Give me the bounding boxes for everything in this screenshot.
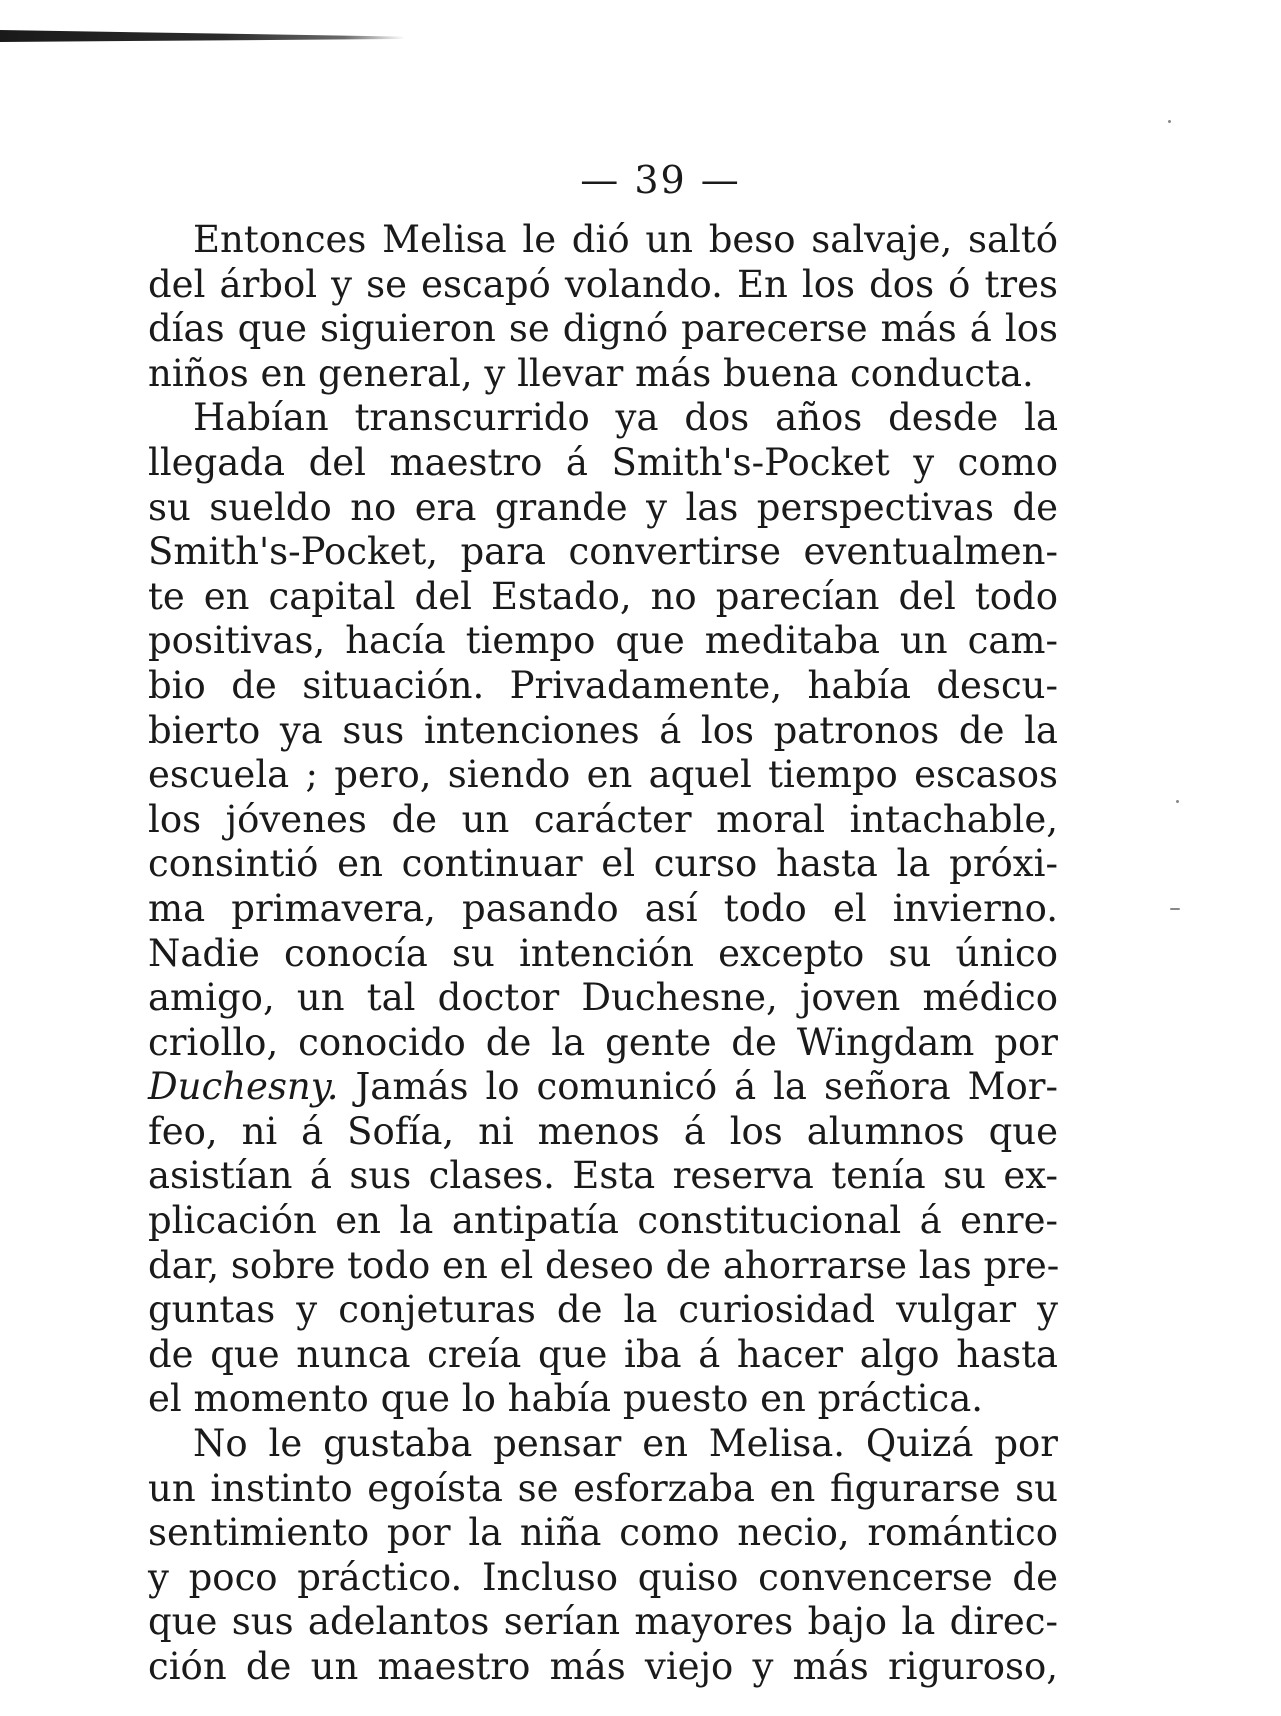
scan-speck	[1170, 908, 1180, 910]
text-line: escuela ; pero, siendo en aquel tiempo escasos	[148, 753, 1058, 797]
text-line: del árbol y se escapó volando. En los dos ó tres	[148, 262, 1058, 306]
text-line: su sueldo no era grande y las perspectivas de	[148, 485, 1058, 529]
text-line: asistían á sus clases. Esta reserva tenía su ex-	[148, 1154, 1058, 1198]
text-line: feo, ni á Sofía, ni menos á los alumnos que	[148, 1109, 1058, 1153]
text-line: positivas, hacía tiempo que meditaba un cam-	[148, 619, 1058, 663]
text-line: te en capital del Estado, no parecían del todo	[148, 574, 1058, 618]
text-line: sentimiento por la niña como necio, romántico	[148, 1511, 1058, 1555]
scan-speck	[1168, 120, 1171, 123]
page-body	[148, 218, 1058, 1690]
text-line: amigo, un tal doctor Duchesne, joven médico	[148, 976, 1058, 1020]
text-line: Nadie conocía su intención excepto su único	[148, 931, 1058, 975]
scan-speck	[1176, 800, 1179, 803]
text-line: de que nunca creía que iba á hacer algo hasta	[148, 1332, 1058, 1376]
text-line: bio de situación. Privadamente, había descu-	[148, 663, 1058, 707]
page-number: — 39 —	[580, 158, 741, 202]
text-line: ma primavera, pasando así todo el invierno.	[148, 886, 1058, 930]
text-line: ción de un maestro más viejo y más riguroso,	[148, 1645, 1058, 1688]
text-line: Entonces Melisa le dió un beso salvaje, saltó	[193, 218, 1058, 261]
scan-edge-mark	[0, 30, 405, 42]
text-line: que sus adelantos serían mayores bajo la direc-	[148, 1600, 1058, 1644]
text-line: guntas y conjeturas de la curiosidad vulgar y	[148, 1288, 1058, 1332]
text-line: criollo, conocido de la gente de Wingdam por	[148, 1020, 1058, 1064]
italic-name: Duchesny.	[148, 1065, 339, 1109]
text-line: llegada del maestro á Smith's-Pocket y como	[148, 440, 1058, 484]
text-line: el momento que lo había puesto en práctica.	[148, 1377, 984, 1421]
text-line: un instinto egoísta se esforzaba en figurarse su	[148, 1466, 1058, 1510]
text-line: bierto ya sus intenciones á los patronos de la	[148, 708, 1058, 752]
text-line: días que siguieron se dignó parecerse más á los	[148, 307, 1058, 351]
text-line: Habían transcurrido ya dos años desde la	[193, 396, 1058, 440]
text-line: dar, sobre todo en el deseo de ahorrarse las pre-	[148, 1243, 1060, 1287]
text-line: y poco práctico. Incluso quiso convencerse de	[148, 1555, 1058, 1599]
text-line: Duchesny. Jamás lo comunicó á la señora Mor-	[148, 1065, 1058, 1109]
text-line: plicación en la antipatía constitucional á enre-	[148, 1199, 1058, 1243]
text-line: consintió en continuar el curso hasta la próxi-	[148, 842, 1058, 886]
text-line: No le gustaba pensar en Melisa. Quizá por	[193, 1422, 1058, 1466]
text-line: los jóvenes de un carácter moral intachable,	[148, 797, 1058, 841]
text-line: niños en general, y llevar más buena conducta.	[148, 351, 1034, 395]
text-line: Smith's-Pocket, para convertirse eventualmen-	[148, 530, 1058, 574]
